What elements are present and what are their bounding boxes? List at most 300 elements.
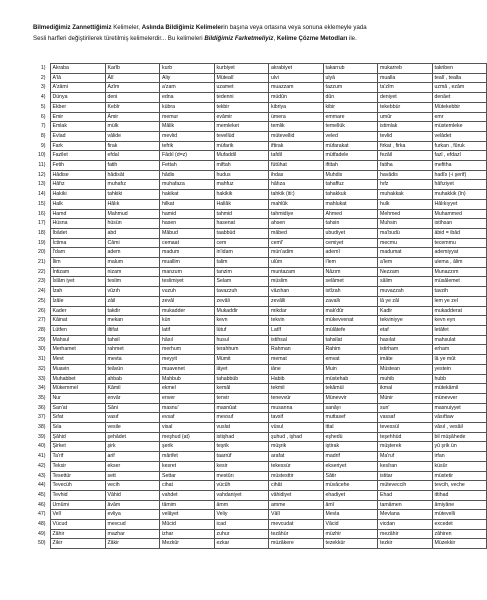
derived-word-cell: muhafaza	[160, 180, 215, 190]
derived-word-cell: ademî	[323, 248, 378, 258]
table-row	[34, 461, 487, 471]
intro-text-4: ,	[273, 35, 277, 42]
derived-word-cell: hadîs (-i şerif)	[432, 170, 487, 180]
derived-word-cell: mahlûk	[269, 199, 324, 209]
row-number: 17)	[38, 220, 46, 227]
table-row	[34, 442, 487, 452]
table-row	[34, 219, 487, 229]
derived-word-cell: nizam	[105, 267, 160, 277]
derived-word-cell: terahhum	[214, 345, 269, 355]
intro-text-1: Kelimeler,	[111, 24, 142, 31]
derived-word-cell: izhar	[160, 529, 215, 539]
derived-word-cell: umûr	[378, 112, 433, 122]
row-number: 33)	[38, 375, 46, 382]
derived-word-cell: zevâlli	[269, 296, 324, 306]
derived-word-cell: memleket	[214, 122, 269, 132]
derived-word-cell: hasenat	[214, 219, 269, 229]
derived-word-cell: Munazzım	[432, 267, 487, 277]
root-word-cell: Hakiki	[50, 190, 105, 200]
intro-bold-phrase: Aslında Bildiğimiz Kelimeler	[141, 24, 224, 31]
derived-word-cell: istihsan	[432, 219, 487, 229]
derived-word-cell: ademiyyat	[432, 248, 487, 258]
derived-word-cell: kemâl	[214, 384, 269, 394]
root-word-cell: Nur	[50, 393, 105, 403]
row-number: 18)	[38, 229, 46, 236]
derived-word-cell: Mevlana	[378, 510, 433, 520]
derived-word-cell: a'zam	[160, 83, 215, 93]
derived-word-cell: vâhidiyet	[269, 490, 324, 500]
derived-word-cell: küsûr	[432, 461, 487, 471]
derived-word-cell: masnûat	[214, 403, 269, 413]
derived-word-cell: tazzum	[323, 83, 378, 93]
derived-word-cell: ehadiyet	[323, 490, 378, 500]
derived-word-cell: Nâzım	[323, 267, 378, 277]
derived-word-cell: envâr	[105, 393, 160, 403]
derived-word-cell: Kâmil	[105, 384, 160, 394]
derived-word-cell: yestein	[432, 364, 487, 374]
derived-word-cell: muvazzah	[378, 287, 433, 297]
derived-word-cell: meşhud (at)	[160, 432, 215, 442]
derived-word-cell: excedet	[432, 520, 487, 530]
derived-word-cell: Câmi	[105, 238, 160, 248]
derived-word-cell: hubb	[432, 374, 487, 384]
table-row	[34, 529, 487, 539]
derived-word-cell: Münir	[378, 393, 433, 403]
derived-word-cell: mukarreb	[378, 64, 433, 74]
derived-word-cell: vâlide	[105, 131, 160, 141]
derived-word-cell: cihat	[160, 481, 215, 491]
derived-word-cell: muhakkak	[378, 190, 433, 200]
root-word-cell: İzah	[50, 287, 105, 297]
row-number: 29)	[38, 336, 46, 343]
derived-word-cell: hasılat	[378, 335, 433, 345]
derived-word-cell: Mâbud	[160, 228, 215, 238]
derived-word-cell: mahsulat	[432, 335, 487, 345]
table-row	[34, 471, 487, 481]
derived-word-cell: mualla	[378, 73, 433, 83]
row-number: 16)	[38, 210, 46, 217]
derived-word-cell: tevellüd	[214, 131, 269, 141]
derived-word-cell: firkat , firka	[378, 141, 433, 151]
derived-word-cell: ahsen	[269, 219, 324, 229]
root-word-cell: Tevecüh	[50, 481, 105, 491]
derived-word-cell: vicdan	[378, 520, 433, 530]
intro-italic-phrase: Bildiğimiz Farketmeliyiz	[204, 35, 274, 42]
derived-word-cell: muhib	[378, 374, 433, 384]
table-row	[34, 122, 487, 132]
derived-word-cell: tavzih	[432, 287, 487, 297]
root-word-cell: İzâle	[50, 296, 105, 306]
derived-word-cell: kübra	[160, 102, 215, 112]
row-number: 32)	[38, 365, 46, 372]
derived-word-cell: tenevvür	[269, 393, 324, 403]
root-word-cell: Velî	[50, 510, 105, 520]
derived-word-cell: kesret	[160, 461, 215, 471]
derived-word-cell: müşterek	[378, 442, 433, 452]
derived-word-cell: teşehhüd	[378, 432, 433, 442]
row-number: 19)	[38, 239, 46, 246]
derived-word-cell: visal	[160, 423, 215, 433]
intro-paragraph	[33, 22, 433, 44]
derived-word-cell: mülk	[105, 122, 160, 132]
derived-word-cell: Muhammed	[432, 209, 487, 219]
derived-word-cell: irfan	[432, 452, 487, 462]
derived-word-cell: Latîf	[269, 325, 324, 335]
derived-word-cell: imâte	[378, 355, 433, 365]
derived-word-cell: Ahmed	[323, 209, 378, 219]
derived-word-cell: şuhud , işhad	[269, 432, 324, 442]
derived-word-cell: müteveccih	[378, 481, 433, 491]
derived-word-cell: tekessür	[269, 461, 324, 471]
row-number: 3)	[40, 84, 46, 91]
derived-word-cell: iştirak	[323, 442, 378, 452]
derived-word-cell: arafat	[269, 452, 324, 462]
derived-word-cell: ihdas	[269, 170, 324, 180]
derived-word-cell: müfarik	[214, 141, 269, 151]
derived-word-cell: Habib	[269, 374, 324, 384]
derived-word-cell: tezâhür	[269, 529, 324, 539]
row-number: 45)	[38, 491, 46, 498]
derived-word-cell: takriben	[432, 64, 487, 74]
derived-word-cell: Mufaddil	[214, 151, 269, 161]
derived-word-cell: tavazzuh	[214, 287, 269, 297]
derived-word-cell: emvat	[323, 355, 378, 365]
derived-word-cell: müzhir	[323, 529, 378, 539]
derived-word-cell: Muhdis	[323, 170, 378, 180]
derived-word-cell: hamid	[160, 209, 215, 219]
derived-word-cell: merhum	[160, 345, 215, 355]
derived-word-cell: zâil	[105, 296, 160, 306]
derived-word-cell: ittal	[323, 423, 378, 433]
derived-word-cell: temellük	[323, 122, 378, 132]
derived-word-cell: muhafız	[105, 180, 160, 190]
table-row	[34, 520, 487, 530]
row-number: 22)	[38, 268, 46, 275]
derived-word-cell: müfarakat	[323, 141, 378, 151]
derived-word-cell: tecemmu	[432, 238, 487, 248]
derived-word-cell: ekseriyet	[323, 461, 378, 471]
table-row	[34, 190, 487, 200]
derived-word-cell: hasen	[160, 219, 215, 229]
derived-word-cell: dûn	[323, 93, 378, 103]
derived-word-cell: lâ ye zâl	[378, 296, 433, 306]
derived-word-cell: tafdil	[269, 151, 324, 161]
derived-word-cell: âvâm	[105, 500, 160, 510]
derived-word-cell: hıfz	[378, 180, 433, 190]
derived-word-cell: müdûn	[269, 93, 324, 103]
derived-word-cell: müsâlemet	[432, 277, 487, 287]
derived-word-cell: Mâlik	[160, 122, 215, 132]
derived-word-cell: temlik	[269, 122, 324, 132]
derived-word-cell: şehâdet	[105, 432, 160, 442]
derived-word-cell: muazzam	[269, 83, 324, 93]
row-number: 1)	[40, 65, 46, 71]
derived-word-cell: mefitha	[432, 161, 487, 171]
derived-word-cell: tezkir	[378, 539, 433, 549]
row-number: 34)	[38, 385, 46, 392]
derived-word-cell: firak	[105, 141, 160, 151]
derived-word-cell: tahaffuz	[323, 180, 378, 190]
derived-word-cell: ubudiyet	[323, 228, 378, 238]
derived-word-cell: taarrüf	[214, 452, 269, 462]
intro-title: Bilmediğimiz Zannettiğimiz	[33, 24, 112, 31]
derived-word-cell: tealî , tealla	[432, 73, 487, 83]
derived-word-cell: zevâli	[214, 296, 269, 306]
derived-word-cell: a'lem	[378, 258, 433, 268]
derived-word-cell: Mûcid	[160, 520, 215, 530]
table-row	[34, 267, 487, 277]
derived-word-cell: takdir	[105, 306, 160, 316]
table-row	[34, 423, 487, 433]
derived-word-cell: ma'budü	[378, 228, 433, 238]
table-row	[34, 403, 487, 413]
derived-word-cell: tevcih, veche	[432, 481, 487, 491]
root-word-cell: Kader	[50, 306, 105, 316]
derived-word-cell: vesile	[105, 423, 160, 433]
derived-word-cell: teslimiyet	[160, 277, 215, 287]
root-word-cell: Kâinat	[50, 316, 105, 326]
derived-word-cell: eşhedü	[323, 432, 378, 442]
table-row	[34, 539, 487, 549]
derived-word-cell: hâfıziyet	[432, 180, 487, 190]
intro-text-5: ile.	[347, 35, 357, 42]
row-number: 24)	[38, 288, 46, 295]
derived-word-cell: Müstean	[378, 364, 433, 374]
derived-word-cell: akrabiyet	[269, 64, 324, 74]
table-row	[34, 151, 487, 161]
derived-word-cell: tahmidiye	[269, 209, 324, 219]
derived-word-cell: memat	[269, 355, 324, 365]
root-word-cell: Hâdise	[50, 170, 105, 180]
root-word-cell: Hüsna	[50, 219, 105, 229]
table-row	[34, 93, 487, 103]
row-number: 35)	[38, 394, 46, 401]
row-number: 12)	[38, 171, 46, 178]
derived-word-cell: takarrub	[323, 64, 378, 74]
root-word-cell: A'lâ	[50, 73, 105, 83]
root-word-cell: Sıla	[50, 423, 105, 433]
derived-word-cell: sâlim	[378, 277, 433, 287]
derived-word-cell: Mezkûr	[160, 539, 215, 549]
root-word-cell: Teksir	[50, 461, 105, 471]
table-row	[34, 325, 487, 335]
derived-word-cell: kurbiyet	[214, 64, 269, 74]
root-word-cell: Akraba	[50, 64, 105, 74]
derived-word-cell: kibir	[323, 102, 378, 112]
derived-word-cell: hâdisât	[105, 170, 160, 180]
derived-word-cell: fatiha	[378, 161, 433, 171]
root-word-cell: Fark	[50, 141, 105, 151]
derived-word-cell: Âmir	[105, 112, 160, 122]
root-word-cell: San'at	[50, 403, 105, 413]
row-number: 2)	[40, 74, 46, 81]
root-word-cell: İctima	[50, 238, 105, 248]
derived-word-cell: vassaf	[378, 413, 433, 423]
derived-word-cell: Muin	[323, 364, 378, 374]
derived-word-cell: Münevvir	[323, 393, 378, 403]
derived-word-cell: mukadder	[160, 306, 215, 316]
table-row	[34, 161, 487, 171]
derived-word-cell: mestûrı	[214, 471, 269, 481]
derived-word-cell: rahmet	[105, 345, 160, 355]
derived-word-cell: edna	[160, 93, 215, 103]
derived-word-cell: mak'dûr	[323, 306, 378, 316]
derived-word-cell: ulyâ	[323, 73, 378, 83]
derived-word-cell: Zâkir	[105, 539, 160, 549]
derived-word-cell: müvâcehe	[323, 481, 378, 491]
derived-word-cell: Selam	[214, 277, 269, 287]
row-number: 23)	[38, 278, 46, 285]
root-word-cell: Fetih	[50, 161, 105, 171]
row-number: 49)	[38, 530, 46, 537]
derived-word-cell: ulûm	[269, 258, 324, 268]
derived-word-cell: Nezzam	[378, 267, 433, 277]
derived-word-cell: Vâhid	[105, 490, 160, 500]
derived-word-cell: mâbed	[269, 228, 324, 238]
root-word-cell: Halk	[50, 199, 105, 209]
derived-word-cell: erham	[432, 345, 487, 355]
derived-word-cell: istihsal	[269, 335, 324, 345]
derived-word-cell: âmm	[214, 500, 269, 510]
row-number: 44)	[38, 482, 46, 489]
derived-word-cell: istişhad	[214, 432, 269, 442]
derived-word-cell: zevâl	[160, 296, 215, 306]
derived-word-cell: tavsif	[269, 413, 324, 423]
table-row	[34, 199, 487, 209]
derived-word-cell: hakikat	[160, 190, 215, 200]
derived-word-cell: tahkiki	[105, 190, 160, 200]
derived-word-cell: tedenni	[214, 93, 269, 103]
derived-word-cell: talim	[214, 258, 269, 268]
derived-word-cell: tahakkuk	[323, 190, 378, 200]
derived-word-cell: manzum	[160, 267, 215, 277]
row-number: 30)	[38, 346, 46, 353]
derived-word-cell: müstesttir	[269, 471, 324, 481]
derived-word-cell: muttasef	[323, 413, 378, 423]
derived-word-cell: mahfuz	[214, 180, 269, 190]
derived-word-cell: Rahim	[323, 345, 378, 355]
derived-word-cell: ābid = ibâd	[432, 228, 487, 238]
row-number: 47)	[38, 511, 46, 518]
derived-word-cell: mevta	[105, 355, 160, 365]
root-word-cell: Emlak	[50, 122, 105, 132]
derived-word-cell: Karîb	[105, 64, 160, 74]
root-word-cell: Vücud	[50, 520, 105, 530]
root-word-cell: Zâhir	[50, 529, 105, 539]
row-number: 28)	[38, 326, 46, 333]
derived-word-cell: miftah	[214, 161, 269, 171]
derived-word-cell: zuhur	[214, 529, 269, 539]
derived-word-cell: madumat	[378, 248, 433, 258]
derived-word-cell: muntazam	[269, 267, 324, 277]
derived-word-cell: teşrik	[214, 442, 269, 452]
derived-word-cell: masnuiyyet	[432, 403, 487, 413]
root-word-cell: Tesettür	[50, 471, 105, 481]
intro-methods-phrase: Kelime Çözme Metodları	[276, 35, 348, 42]
table-row	[34, 384, 487, 394]
row-number: 13)	[38, 181, 46, 188]
root-word-cell: Hamd	[50, 209, 105, 219]
derived-word-cell: müstehab	[323, 374, 378, 384]
root-word-cell: A'zâmi	[50, 83, 105, 93]
derived-word-cell: Settar	[160, 471, 215, 481]
derived-word-cell: Mevla	[323, 510, 378, 520]
derived-word-cell: Hâlık	[105, 199, 160, 209]
derived-word-cell: cemiyet	[323, 238, 378, 248]
table-row	[34, 364, 487, 374]
row-number: 14)	[38, 191, 46, 198]
row-number: 11)	[38, 162, 46, 169]
derived-word-cell: cemaat	[160, 238, 215, 248]
derived-word-cell: müslim	[269, 277, 324, 287]
derived-word-cell: Mütekebbir	[432, 102, 487, 112]
derived-word-cell: istirham	[378, 345, 433, 355]
row-number: 48)	[38, 521, 46, 528]
table-row	[34, 258, 487, 268]
derived-word-cell: mükevvenat	[323, 316, 378, 326]
table-row	[34, 64, 487, 74]
derived-word-cell: bil müşâhede	[432, 432, 487, 442]
table-row	[34, 287, 487, 297]
derived-word-cell: vâzıhan	[269, 287, 324, 297]
derived-word-cell: mârifet	[160, 452, 215, 462]
derived-word-cell: mahlukat	[323, 199, 378, 209]
derived-word-cell: Vâlî	[269, 510, 324, 520]
derived-word-cell: abd	[105, 228, 160, 238]
derived-word-cell: tevessül	[378, 423, 433, 433]
derived-word-cell: Azîm	[105, 83, 160, 93]
derived-word-cell: masnu'	[160, 403, 215, 413]
derived-word-cell: vecih	[105, 481, 160, 491]
row-number: 20)	[38, 249, 46, 256]
row-number: 36)	[38, 404, 46, 411]
root-word-cell: İ'dam	[50, 248, 105, 258]
derived-word-cell: vâsıftaw	[432, 413, 487, 423]
derived-word-cell: teâvün	[105, 364, 160, 374]
derived-word-cell: istimlak	[378, 122, 433, 132]
derived-word-cell: mekan	[105, 316, 160, 326]
derived-word-cell: tanzim	[214, 267, 269, 277]
derived-word-cell: ittihad	[432, 490, 487, 500]
derived-word-cell: mütfadele	[323, 151, 378, 161]
derived-word-cell: meyyit	[160, 355, 215, 365]
row-number: 9)	[40, 142, 46, 149]
derived-word-cell: tamâmen	[378, 500, 433, 510]
derived-word-cell: mülâtefe	[323, 325, 378, 335]
table-row	[34, 112, 487, 122]
table-row	[34, 83, 487, 93]
derived-word-cell: hilkat	[160, 199, 215, 209]
derived-word-cell: Sâtir	[323, 471, 378, 481]
derived-word-cell: Aliy	[160, 73, 215, 83]
derived-word-cell: iâyet	[214, 364, 269, 374]
root-word-cell: Umûmi	[50, 500, 105, 510]
derived-word-cell: kün	[160, 316, 215, 326]
row-number: 8)	[40, 132, 46, 139]
derived-word-cell: Ma'ruf	[378, 452, 433, 462]
derived-word-cell: tahsil	[105, 335, 160, 345]
derived-word-cell: tekviniyye	[378, 316, 433, 326]
derived-word-cell: vücûh	[214, 481, 269, 491]
derived-word-cell: uzamet	[214, 83, 269, 93]
derived-word-cell: mecmu	[378, 238, 433, 248]
derived-word-cell: yû şrik ün	[432, 442, 487, 452]
derived-word-cell: kevn	[214, 316, 269, 326]
derived-word-cell: deni	[105, 93, 160, 103]
derived-word-cell: hâdis	[160, 170, 215, 180]
derived-word-cell: müstetir	[432, 471, 487, 481]
derived-word-cell: tâmim	[160, 500, 215, 510]
